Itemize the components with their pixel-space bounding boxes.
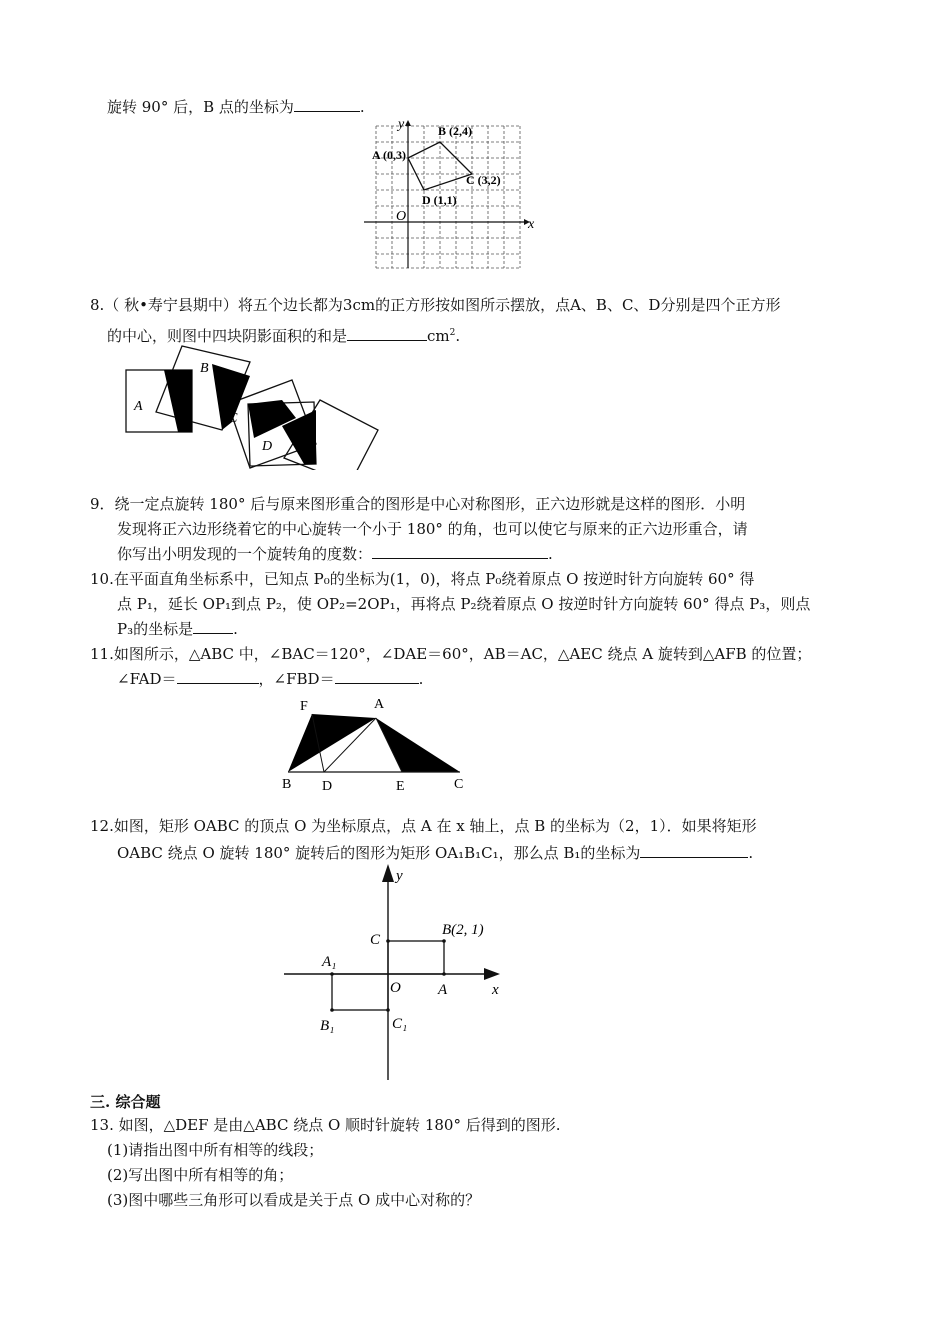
q9-line-2: 发现将正六边形绕着它的中心旋转一个小于 180° 的角，也可以使它与原来的正六边形重合，请 bbox=[117, 520, 748, 538]
q9-line-3: 你写出小明发现的一个旋转角的度数： . bbox=[117, 545, 553, 563]
q10-answer-blank bbox=[193, 619, 233, 634]
q11-label-d: D bbox=[322, 779, 333, 794]
q7-answer-blank bbox=[294, 97, 360, 112]
q8-answer-blank bbox=[347, 326, 427, 341]
q12-label-a: A bbox=[438, 982, 448, 998]
q12-rectangle-figure bbox=[280, 860, 510, 1082]
q7-y-label: y bbox=[398, 118, 405, 132]
q12-line-1: 12.如图，矩形 OABC 的顶点 O 为坐标原点，点 A 在 x 轴上，点 B 的坐标为（2，1）．如果将矩形 bbox=[90, 817, 757, 835]
q11-line-1: 11.如图所示，△ABC 中，∠BAC＝120°，∠DAE＝60°，AB＝AC，△AEC 绕点 A 旋转到△AFB 的位置； bbox=[90, 645, 812, 663]
q8-label-d: D bbox=[262, 439, 273, 454]
q12-label-c: C bbox=[370, 932, 381, 948]
q11-label-a: A bbox=[374, 697, 385, 712]
q12-label-o: O bbox=[390, 980, 401, 996]
q11-answer-blank-2 bbox=[335, 669, 419, 684]
q10-line-2: 点 P₁，延长 OP₁到点 P₂，使 OP₂=2OP₁，再将点 P₂绕着原点 O 按逆时针方向旋转 60° 得点 P₃，则点 bbox=[117, 595, 811, 613]
q11-label-c: C bbox=[454, 777, 464, 792]
q12-label-b1: B₁ bbox=[320, 1018, 335, 1034]
q9-line-1: 9．绕一定点旋转 180° 后与原来图形重合的图形是中心对称图形，正六边形就是这样的图形．小明 bbox=[90, 495, 746, 513]
q7-text: 旋转 90° 后，B 点的坐标为 bbox=[107, 98, 294, 116]
q12-label-c1: C₁ bbox=[392, 1016, 408, 1032]
q11-line-2: ∠FAD＝ ，∠FBD＝ . bbox=[117, 670, 424, 688]
q11-label-e: E bbox=[396, 779, 405, 794]
q13-sub-1: (1)请指出图中所有相等的线段； bbox=[107, 1141, 324, 1159]
q12-label-b: B(2, 1) bbox=[442, 922, 484, 938]
q7-origin-label: O bbox=[396, 209, 407, 224]
q9-answer-blank bbox=[372, 544, 548, 559]
q11-answer-blank-1 bbox=[177, 669, 259, 684]
q12-label-a1: A₁ bbox=[322, 954, 337, 970]
q7-line: 旋转 90° 后，B 点的坐标为 . bbox=[107, 98, 365, 116]
q11-label-b: B bbox=[282, 777, 292, 792]
q8-line-2: 的中心，则图中四块阴影面积的和是 $cm^2$. bbox=[107, 327, 461, 345]
q13-sub-2: (2)写出图中所有相等的角； bbox=[107, 1166, 294, 1184]
q12-rect-oa1b1c1 bbox=[332, 974, 388, 1010]
q12-answer-blank bbox=[640, 843, 748, 858]
q12-rect-oabc bbox=[388, 941, 444, 974]
q7-point-a-label: A (0,3) bbox=[372, 148, 406, 162]
q8-label-c: C bbox=[228, 411, 238, 426]
q13-sub-3: (3)图中哪些三角形可以看成是关于点 O 成中心对称的？ bbox=[107, 1191, 481, 1209]
q7-x-label: x bbox=[528, 217, 535, 232]
q8-label-a: A bbox=[134, 399, 143, 414]
section-3-title: 三. 综合题 bbox=[90, 1093, 161, 1111]
q7-point-d-label: D (1,1) bbox=[422, 193, 457, 207]
q7-point-b-label: B (2,4) bbox=[438, 124, 472, 138]
q10-line-3: P₃的坐标是 . bbox=[117, 620, 238, 638]
q7-grid-figure bbox=[362, 118, 542, 270]
q11-triangle-figure bbox=[278, 692, 478, 796]
q11-label-f: F bbox=[300, 699, 308, 714]
q12-line-2: OABC 绕点 O 旋转 180° 旋转后的图形为矩形 OA₁B₁C₁，那么点 B₁的坐标为 . bbox=[117, 844, 754, 862]
q10-line-1: 10.在平面直角坐标系中，已知点 P₀的坐标为(1，0)，将点 P₀绕着原点 O 按逆时针方向旋转 60° 得 bbox=[90, 570, 755, 588]
q12-y-label: y bbox=[396, 868, 403, 884]
q13-line-1: 13. 如图，△DEF 是由△ABC 绕点 O 顺时针旋转 180° 后得到的图形. bbox=[90, 1116, 561, 1134]
q8-line-1: 8.（ 秋•寿宁县期中）将五个边长都为3cm的正方形按如图所示摆放，点A、B、C、D分别是四个正方形 bbox=[90, 296, 781, 314]
q7-point-c-label: C (3,2) bbox=[466, 173, 501, 187]
q8-squares-figure bbox=[120, 340, 385, 470]
q12-x-label: x bbox=[492, 982, 499, 998]
q8-label-b: B bbox=[200, 361, 209, 376]
